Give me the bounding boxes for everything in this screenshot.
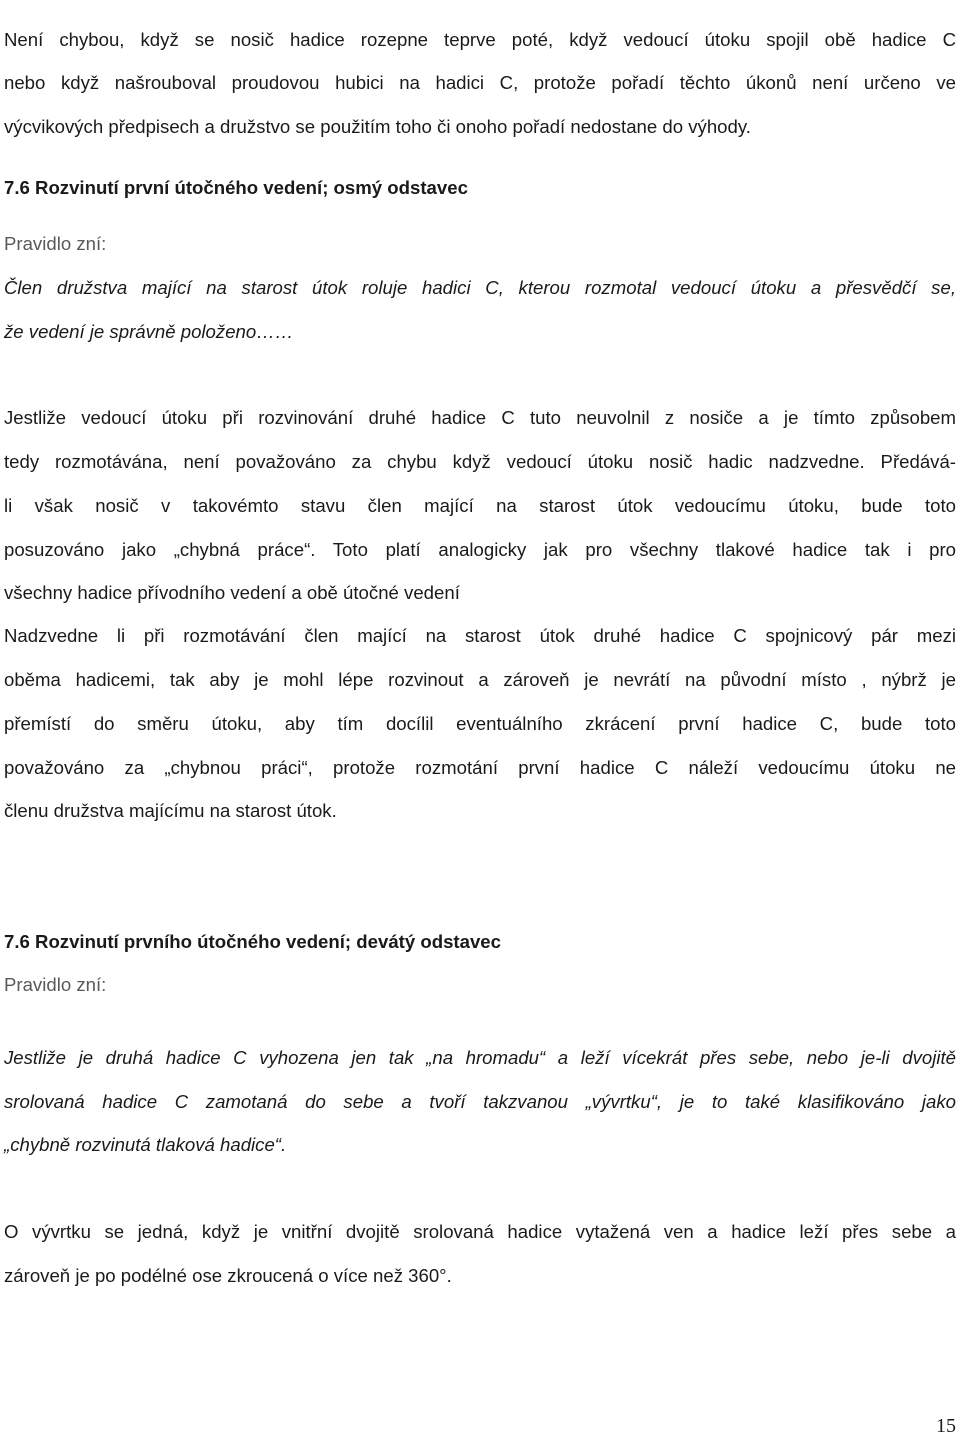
section1-rule-line-2: že vedení je správně položeno……: [4, 321, 294, 342]
section1-para1-line-1: Jestliže vedoucí útoku při rozvinování druhé hadice C tuto neuvolnil z nosiče a je tímto způsobem: [4, 407, 956, 428]
section1-para1-line-3: li však nosič v takovémto stavu člen mající na starost útok vedoucímu útoku, bude toto: [4, 495, 956, 516]
section2-rule-line-2: srolovaná hadice C zamotaná do sebe a tvoří takzvanou „vývrtku“, je to také klasifikováno jako: [4, 1091, 956, 1112]
section1-para2-line-2: oběma hadicemi, tak aby je mohl lépe rozvinout a zároveň je nevrátí na původní místo , nýbrž je: [4, 669, 956, 690]
section1-para2-line-1: Nadzvedne li při rozmotávání člen mající na starost útok druhé hadice C spojnicový pár mezi: [4, 625, 956, 646]
section1-para2-line-4: považováno za „chybnou práci“, protože rozmotání první hadice C náleží vedoucímu útoku ne: [4, 757, 956, 778]
section2-para-line-1: O vývrtku se jedná, když je vnitřní dvojitě srolovaná hadice vytažená ven a hadice leží přes sebe a: [4, 1221, 956, 1242]
intro-line-3: výcvikových předpisech a družstvo se použitím toho či onoho pořadí nedostane do výhody.: [4, 116, 751, 137]
section2-heading: 7.6 Rozvinutí prvního útočného vedení; devátý odstavec: [4, 931, 501, 952]
section1-para1-line-5: všechny hadice přívodního vedení a obě útočné vedení: [4, 582, 460, 603]
intro-line-2: nebo když našrouboval proudovou hubici na hadici C, protože pořadí těchto úkonů není určeno ve: [4, 72, 956, 93]
section2-rule-label: Pravidlo zní:: [4, 974, 107, 995]
page-number: 15: [936, 1415, 956, 1437]
section1-para2-line-3: přemístí do směru útoku, aby tím docílil eventuálního zkrácení první hadice C, bude toto: [4, 713, 956, 734]
section2-rule-line-3: „chybně rozvinutá tlaková hadice“.: [4, 1134, 287, 1155]
section1-para1-line-4: posuzováno jako „chybná práce“. Toto platí analogicky jak pro všechny tlakové hadice tak i pro: [4, 539, 956, 560]
section1-heading: 7.6 Rozvinutí první útočného vedení; osmý odstavec: [4, 177, 468, 198]
section1-para2-line-5: členu družstva majícímu na starost útok.: [4, 800, 337, 821]
intro-line-1: Není chybou, když se nosič hadice rozepne teprve poté, když vedoucí útoku spojil obě hadice C: [4, 29, 956, 50]
section2-rule-line-1: Jestliže je druhá hadice C vyhozena jen tak „na hromadu“ a leží vícekrát přes sebe, nebo je-li dvojitě: [4, 1047, 956, 1068]
section2-para-line-2: zároveň je po podélné ose zkroucená o více než 360°.: [4, 1265, 452, 1286]
section1-rule-label: Pravidlo zní:: [4, 233, 107, 254]
section1-rule-line-1: Člen družstva mající na starost útok roluje hadici C, kterou rozmotal vedoucí útoku a přesvědčí se,: [4, 277, 956, 298]
section1-para1-line-2: tedy rozmotávána, není považováno za chybu když vedoucí útoku nosič hadic nadzvedne. Předává-: [4, 451, 956, 472]
